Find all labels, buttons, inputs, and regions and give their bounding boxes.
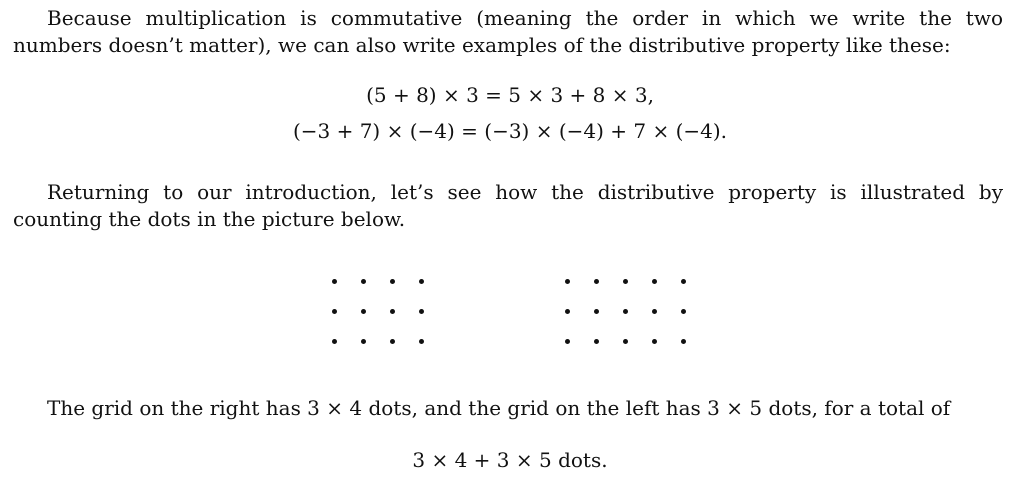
dot <box>652 279 657 284</box>
dot-row <box>326 272 442 302</box>
dot <box>652 309 657 314</box>
dot <box>419 309 424 314</box>
dot <box>623 339 628 344</box>
dot <box>332 279 337 284</box>
dot <box>419 339 424 344</box>
dot <box>332 309 337 314</box>
dot-row <box>326 302 442 332</box>
dot <box>594 309 599 314</box>
equation-total: 3 × 4 + 3 × 5 dots. <box>412 448 608 472</box>
equation-example-2: (−3 + 7) × (−4) = (−3) × (−4) + 7 × (−4). <box>292 119 728 143</box>
dot <box>390 339 395 344</box>
dot <box>681 309 686 314</box>
dot <box>594 279 599 284</box>
dot <box>361 279 366 284</box>
paragraph-grid-count: The grid on the right has 3 × 4 dots, and the grid on the left has 3 × 5 dots, for a total of <box>47 396 951 420</box>
equation-example-1: (5 + 8) × 3 = 5 × 3 + 8 × 3, <box>366 83 654 107</box>
dot <box>623 279 628 284</box>
dot <box>565 309 570 314</box>
dot <box>390 309 395 314</box>
dot <box>419 279 424 284</box>
dot-grid-right <box>559 272 704 362</box>
dot-row <box>559 302 704 332</box>
dot <box>623 309 628 314</box>
dot-row <box>559 272 704 302</box>
dot-grid-left <box>326 272 442 362</box>
dot <box>652 339 657 344</box>
paragraph-returning: Returning to our introduction, let’s see how the distributive property is illustrated by counting the dots in the picture below. <box>13 180 1003 231</box>
dot-row <box>559 332 704 362</box>
dot <box>361 339 366 344</box>
dot <box>332 339 337 344</box>
dot-row <box>326 332 442 362</box>
dot <box>361 309 366 314</box>
dot <box>681 279 686 284</box>
dot <box>681 339 686 344</box>
paragraph-commutative: Because multiplication is commutative (meaning the order in which we write the two numbers doesn’t matter), we can also write examples of the distributive property like these: <box>13 6 1003 57</box>
dot <box>390 279 395 284</box>
dot <box>565 339 570 344</box>
dot <box>594 339 599 344</box>
dot <box>565 279 570 284</box>
